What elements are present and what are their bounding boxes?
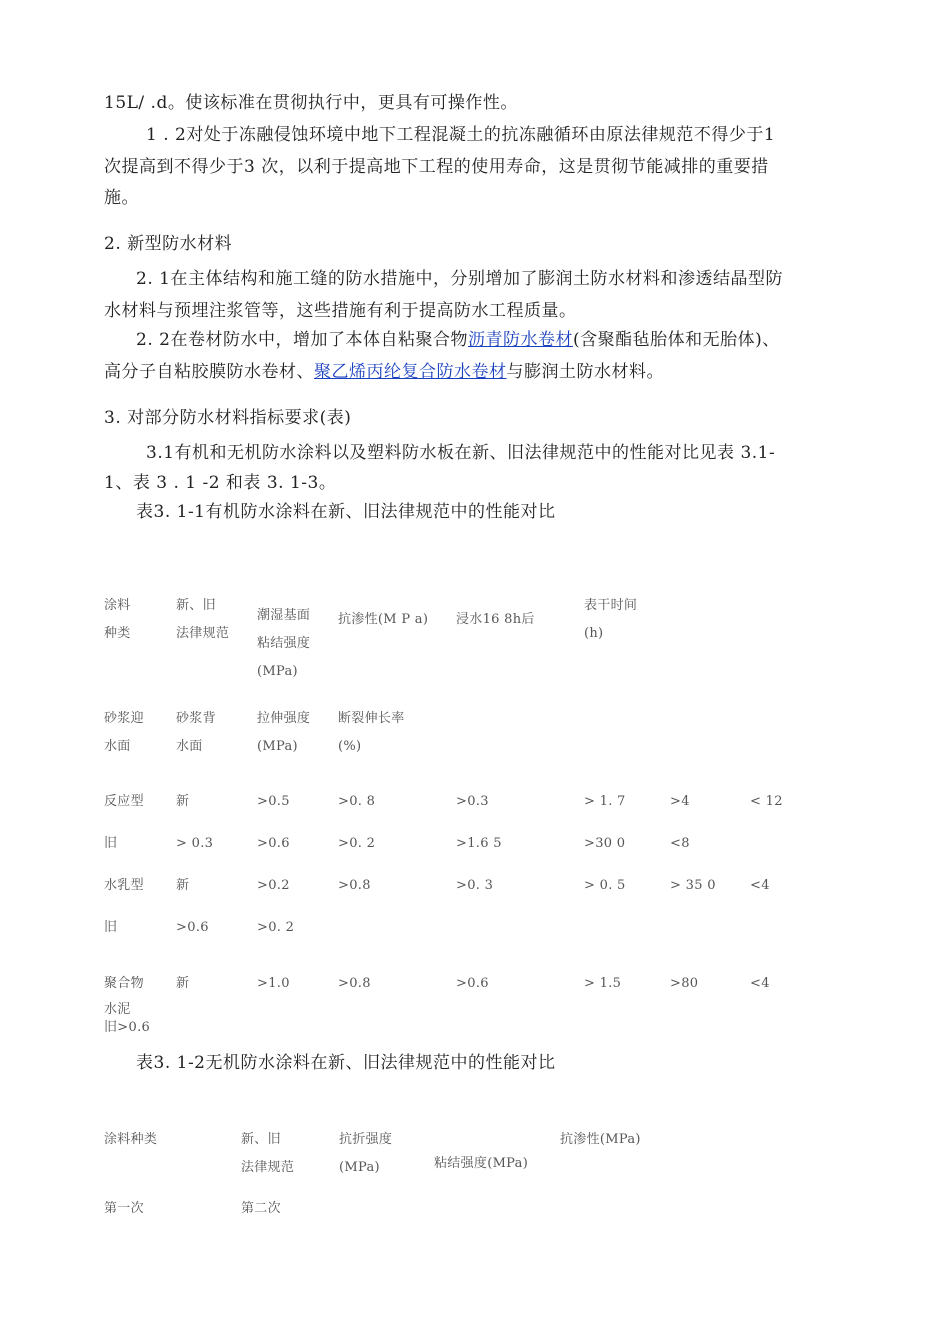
t1-sub-elongation-b: (%) (338, 739, 362, 754)
t1-sub-back-a: 砂浆背 (176, 711, 216, 726)
paragraph-4-text-a: 2. 2在卷材防水中，增加了本体自粘聚合物 (136, 330, 468, 350)
table-cell: >0.2 (257, 878, 290, 893)
table-cell: >4 (670, 794, 690, 809)
table-cell: 聚合物 (104, 976, 144, 991)
t1-header-dry-time-b: (h) (584, 626, 604, 641)
table-cell: >0. 8 (338, 794, 376, 809)
t2-header-bond: 粘结强度(MPa) (434, 1156, 529, 1171)
paragraph-4-text-d: 与膨润土防水材料。 (506, 362, 664, 382)
paragraph-2-line-2: 次提高到不得少于3 次，以利于提高地下工程的使用寿命，这是贯彻节能减排的重要措 (104, 157, 769, 177)
t1-header-spec-a: 新、旧 (176, 598, 216, 613)
table-cell: 水乳型 (104, 878, 144, 893)
table-cell: > 0. 5 (584, 878, 626, 893)
table-cell: >1.6 5 (456, 836, 502, 851)
table-cell: < 12 (750, 794, 783, 809)
t2-header-impermeability: 抗渗性(MPa) (560, 1132, 641, 1147)
t1-tail-cement: 水泥 (104, 1002, 131, 1017)
table-cell: >30 0 (584, 836, 626, 851)
table-cell: 新 (176, 794, 190, 809)
table-cell: >0.5 (257, 794, 290, 809)
polyethylene-membrane-link[interactable]: 聚乙烯丙纶复合防水卷材 (314, 362, 507, 382)
paragraph-1: 15L/ .d。使该标准在贯彻执行中，更具有可操作性。 (104, 93, 518, 113)
paragraph-4-line-2 (104, 357, 664, 382)
t1-sub-tensile-b: (MPa) (257, 739, 298, 754)
table-cell: >0.6 (456, 976, 489, 991)
table-cell: >0. 2 (338, 836, 376, 851)
table-cell: >0.6 (176, 920, 209, 935)
t2-sub-first: 第一次 (104, 1201, 144, 1216)
t1-header-immersion: 浸水16 8h后 (456, 612, 535, 627)
table-2-caption: 表3. 1-2无机防水涂料在新、旧法律规范中的性能对比 (136, 1053, 556, 1073)
paragraph-4-text-b: (含聚酯毡胎体和无胎体)、 (572, 330, 780, 350)
table-cell: >0. 3 (456, 878, 494, 893)
table-cell: 新 (176, 878, 190, 893)
t2-sub-second: 第二次 (241, 1201, 281, 1216)
paragraph-2-line-1: 1 . 2对处于冻融侵蚀环境中地下工程混凝土的抗冻融循环由原法律规范不得少于1 (146, 125, 776, 145)
section-heading-3: 3. 对部分防水材料指标要求(表) (104, 408, 352, 428)
t1-sub-tensile-a: 拉伸强度 (257, 711, 311, 726)
t1-sub-elongation-a: 断裂伸长率 (338, 711, 405, 726)
table-cell: 旧 (104, 836, 118, 851)
table-cell: >0. 2 (257, 920, 295, 935)
t2-header-flexural-a: 抗折强度 (339, 1132, 393, 1147)
table-cell: > 1.5 (584, 976, 622, 991)
t1-header-impermeability: 抗渗性(M P a) (338, 612, 429, 627)
table-cell: > 35 0 (670, 878, 716, 893)
paragraph-4-text-c: 高分子自粘胶膜防水卷材、 (104, 362, 314, 382)
t1-sub-front-b: 水面 (104, 739, 131, 754)
paragraph-4-line-1 (136, 325, 780, 350)
table-cell: >80 (670, 976, 699, 991)
t2-header-spec-a: 新、旧 (241, 1132, 281, 1147)
t1-tail-old: 旧>0.6 (104, 1020, 151, 1035)
t1-sub-front-a: 砂浆迎 (104, 711, 144, 726)
table-cell: > 1. 7 (584, 794, 626, 809)
table-cell: <4 (750, 878, 770, 893)
table-cell: >0.6 (257, 836, 290, 851)
paragraph-3-line-2: 水材料与预埋注浆管等，这些措施有利于提高防水工程质量。 (104, 301, 577, 321)
t1-header-dry-time-a: 表干时间 (584, 598, 638, 613)
t1-header-type-a: 涂料 (104, 598, 131, 613)
t2-header-spec-b: 法律规范 (241, 1160, 295, 1175)
table-cell: 旧 (104, 920, 118, 935)
t1-sub-back-b: 水面 (176, 739, 203, 754)
table-cell: 新 (176, 976, 190, 991)
t1-header-spec-b: 法律规范 (176, 626, 230, 641)
t1-header-bond-a: 潮湿基面 (257, 608, 311, 623)
t1-header-type-b: 种类 (104, 626, 131, 641)
table-cell: <4 (750, 976, 770, 991)
paragraph-5-line-2: 1、表 3 . 1 -2 和表 3. 1-3。 (104, 473, 337, 493)
t1-header-bond-c: (MPa) (257, 664, 298, 679)
section-heading-2: 2. 新型防水材料 (104, 234, 233, 254)
paragraph-3-line-1: 2. 1在主体结构和施工缝的防水措施中，分别增加了膨润土防水材料和渗透结晶型防 (136, 269, 783, 289)
paragraph-2-line-3: 施。 (104, 188, 139, 208)
table-cell: <8 (670, 836, 690, 851)
t2-header-flexural-b: (MPa) (339, 1160, 380, 1175)
table-1-caption: 表3. 1-1有机防水涂料在新、旧法律规范中的性能对比 (136, 502, 556, 522)
table-cell: >0.3 (456, 794, 489, 809)
table-cell: 反应型 (104, 794, 144, 809)
table-cell: >1.0 (257, 976, 290, 991)
t1-header-bond-b: 粘结强度 (257, 636, 311, 651)
table-cell: >0.8 (338, 878, 371, 893)
t2-header-type: 涂料种类 (104, 1132, 158, 1147)
paragraph-5-line-1: 3.1有机和无机防水涂料以及塑料防水板在新、旧法律规范中的性能对比见表 3.1- (146, 443, 776, 463)
asphalt-membrane-link[interactable]: 沥青防水卷材 (467, 330, 573, 350)
table-cell: > 0.3 (176, 836, 214, 851)
table-cell: >0.8 (338, 976, 371, 991)
